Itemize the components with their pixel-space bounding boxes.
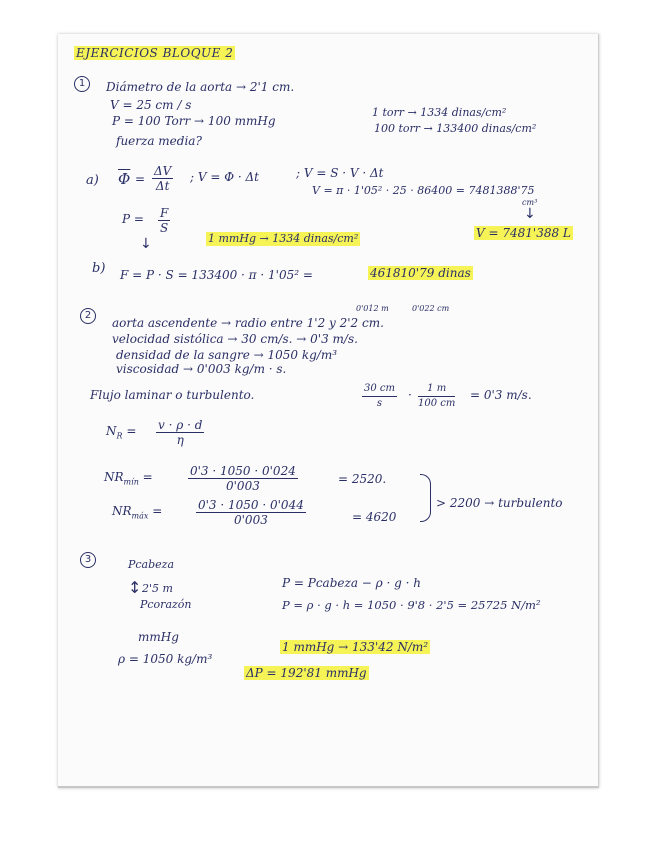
exercise-3-number: 3 [80, 552, 96, 568]
ex1-volume-formula-2: ; V = S · V · Δt [296, 166, 384, 180]
ex2-nrmin-fraction [188, 464, 298, 493]
ex1-conversion-2: 100 torr → 133400 dinas/cm² [374, 122, 537, 135]
ex1-fraction-denominator: Δt [155, 179, 170, 193]
ex1-arrow-down-icon-2: ↓ [140, 236, 152, 252]
ex1-diameter: Diámetro de la aorta → 2'1 cm. [106, 80, 295, 94]
ex2-nrmin-numerator: 0'3 · 1050 · 0'024 [190, 464, 296, 478]
ex2-viscosity: viscosidad → 0'003 kg/m · s. [116, 362, 287, 376]
ex1-arrow-down-icon: ↓ [524, 206, 536, 222]
ex2-reynolds-equals: = [126, 424, 137, 438]
ex2-reynolds-sub: R [116, 431, 123, 441]
ex2-brace [420, 474, 431, 522]
ex1-volume-calc: V = π · 1'05² · 25 · 86400 = 7481388'75 [312, 184, 535, 197]
ex1-flow-fraction [152, 164, 173, 193]
ex2-conversion-fraction-2 [418, 382, 455, 411]
ex3-mmhg: mmHg [138, 630, 179, 644]
ex2-radius-note-2: 0'022 cm [412, 304, 450, 313]
ex3-result: ΔP = 192'81 mmHg [246, 666, 367, 680]
ex2-conv-den-1: s [376, 398, 383, 409]
ex1-pressure-denominator: S [160, 221, 169, 235]
ex2-nrmax-letters: NR [112, 504, 132, 518]
ex2-nrmax-sub: máx [131, 511, 149, 521]
ex3-equation-1: P = Pcabeza − ρ · g · h [282, 576, 422, 590]
ex1-pressure: P = 100 Torr → 100 mmHg [112, 114, 276, 128]
ex2-reynolds-fraction [156, 418, 204, 447]
ex2-conv-num-1: 30 cm [362, 382, 397, 397]
ex1-conversion-1: 1 torr → 1334 dinas/cm² [372, 106, 507, 119]
ex1-pressure-numerator: F [160, 206, 169, 220]
ex3-density: ρ = 1050 kg/m³ [118, 652, 213, 666]
ex1-phi-symbol: $\overline{\Phi}$ [118, 170, 131, 188]
ex2-reynolds-denominator: η [176, 433, 184, 447]
ex3-equation-2: P = ρ · g · h = 1050 · 9'8 · 2'5 = 25725 N/m² [282, 598, 541, 612]
ex2-nrmin-sub: mín [123, 477, 139, 487]
ex2-nrmin-denominator: 0'003 [226, 479, 260, 493]
ex2-nrmax-fraction [196, 498, 306, 527]
ex2-radius-note-1: 0'012 m [356, 304, 389, 313]
ex2-conversion-dot: · [408, 388, 412, 402]
ex2-nrmax-numerator: 0'3 · 1050 · 0'044 [198, 498, 304, 512]
ex2-conclusion: > 2200 → turbulento [436, 496, 563, 510]
ex2-question: Flujo laminar o turbulento. [90, 388, 255, 402]
ex2-nrmax-label: $NR_{máx}$ = [112, 504, 163, 521]
ex2-conversion-fraction-1 [362, 382, 397, 411]
ex2-nrmax-result: = 4620 [352, 510, 397, 524]
ex2-nrmin-result: = 2520. [338, 472, 387, 486]
ex1-force-result: 461810'79 dinas [370, 266, 471, 280]
ex3-conversion: 1 mmHg → 133'42 N/m² [282, 640, 429, 654]
ex3-p-cabeza: Pcabeza [128, 558, 175, 571]
ex1-part-b-label: b) [92, 261, 106, 276]
ex1-volume-formula: ; V = Φ · Δt [190, 170, 259, 184]
ex1-question: fuerza media? [116, 134, 202, 148]
ex2-conv-num-2: 1 m [418, 382, 455, 397]
ex1-force-calc: F = P · S = 133400 · π · 1'05² = [120, 268, 313, 282]
ex3-updown-arrow-icon: ↕ [128, 578, 142, 597]
ex1-volume-unit: cm³ [522, 198, 538, 207]
page-title: EJERCICIOS BLOQUE 2 [76, 46, 234, 60]
ex1-part-a-label: a) [86, 173, 99, 188]
ex2-conv-den-2: 100 cm [418, 398, 456, 409]
ex3-height: 2'5 m [142, 582, 173, 595]
ex2-reynolds-label [106, 424, 136, 443]
ex1-velocity: V = 25 cm / s [110, 98, 192, 112]
ex2-nrmin-letters: NR [104, 470, 124, 484]
ex3-p-corazon: Pcorazón [140, 598, 192, 611]
ex1-fraction-numerator: ΔV [154, 164, 172, 178]
ex1-pressure-def: P = [122, 212, 144, 226]
ex2-nrmax-denominator: 0'003 [234, 513, 268, 527]
ex2-aorta: aorta ascendente → radio entre 1'2 y 2'2 cm. [112, 316, 384, 330]
ex2-reynolds-letter: N [106, 424, 117, 438]
ex1-phi-equals: = [135, 172, 146, 186]
ex1-mmhg-conversion: 1 mmHg → 1334 dinas/cm² [208, 232, 359, 245]
ex2-conversion-result: = 0'3 m/s. [470, 388, 532, 402]
ex2-nrmin-label: $NR_{mín}$ = [104, 470, 153, 487]
ex2-systolic: velocidad sistólica → 30 cm/s. → 0'3 m/s. [112, 332, 358, 346]
exercise-2-number: 2 [80, 308, 96, 324]
ex2-density: densidad de la sangre → 1050 kg/m³ [116, 348, 338, 362]
exercise-1-number: 1 [74, 76, 90, 92]
ex2-reynolds-numerator: v · ρ · d [158, 418, 203, 432]
ex1-volume-result: V = 7481'388 L [476, 226, 571, 240]
ex1-pressure-fraction [158, 206, 170, 235]
